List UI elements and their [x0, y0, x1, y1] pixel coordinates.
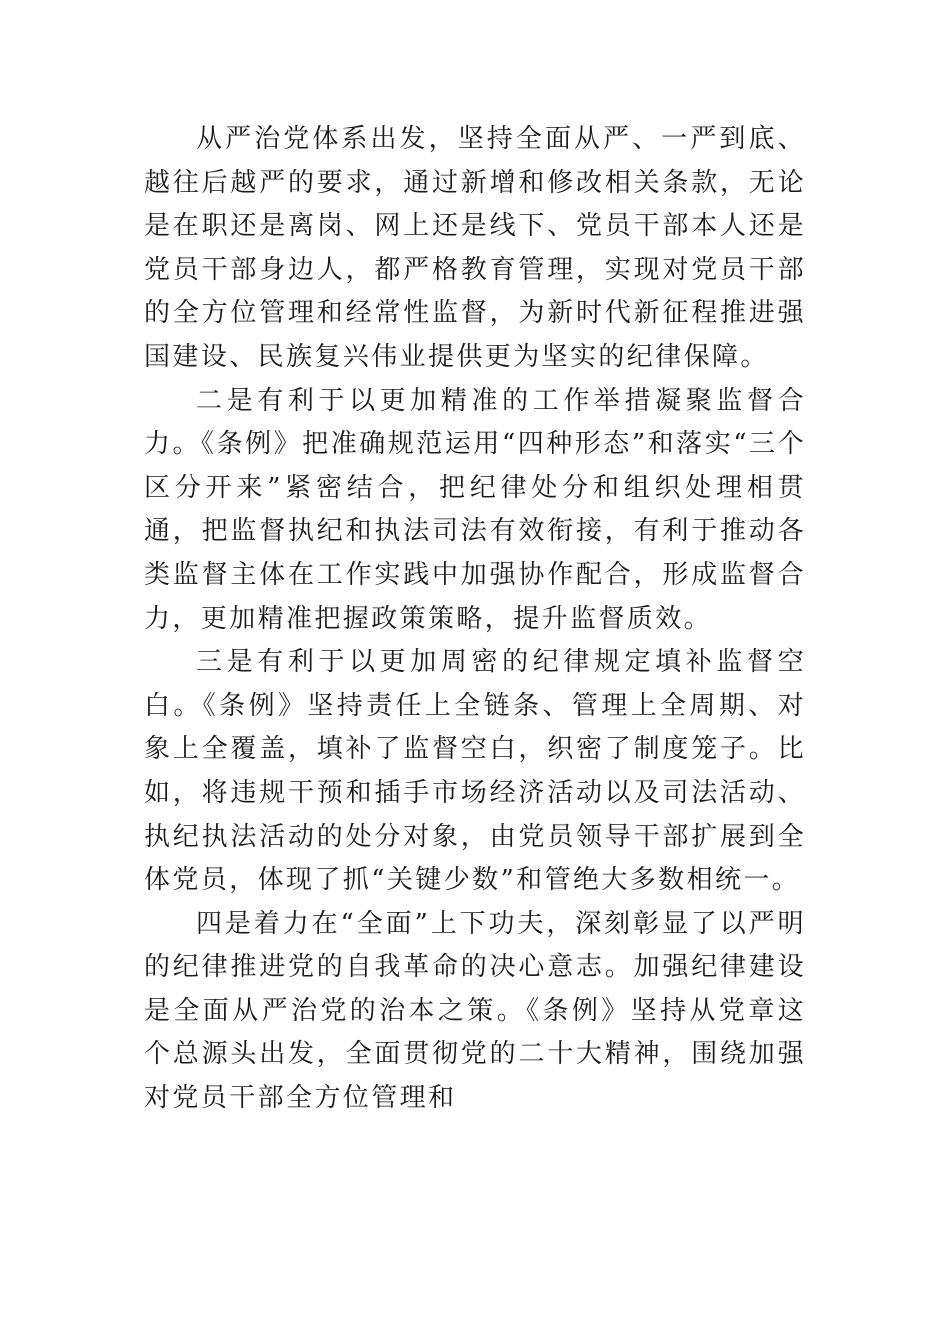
paragraph-3: 三是有利于以更加周密的纪律规定填补监督空白。《条例》坚持责任上全链条、管理上全周期、对象上全覆盖，填补了监督空白，织密了制度笼子。比如，将违规干预和插手市场经济活动以及司法活动、执纪执法活动的处分对象，由党员领导干部扩展到全体党员，体现了抓“关键少数”和管绝大多数相统一。 — [144, 647, 806, 896]
document-body — [144, 118, 806, 1121]
paragraph-4: 四是着力在“全面”上下功夫，深刻彰显了以严明的纪律推进党的自我革命的决心意志。加强纪律建设是全面从严治党的治本之策。《条例》坚持从党章这个总源头出发，全面贯彻党的二十大精神，围绕加强对党员干部全方位管理和 — [144, 908, 806, 1114]
paragraph-2: 二是有利于以更加精准的工作举措凝聚监督合力。《条例》把准确规范运用“四种形态”和落实“三个区分开来”紧密结合，把纪律处分和组织处理相贯通，把监督执纪和执法司法有效衔接，有利于推动各类监督主体在工作实践中加强协作配合，形成监督合力，更加精准把握政策策略，提升监督质效。 — [144, 385, 806, 634]
paragraph-1: 从严治党体系出发，坚持全面从严、一严到底、越往后越严的要求，通过新增和修改相关条款，无论是在职还是离岗、网上还是线下、党员干部本人还是党员干部身边人，都严格教育管理，实现对党员干部的全方位管理和经常性监督，为新时代新征程推进强国建设、民族复兴伟业提供更为坚实的纪律保障。 — [144, 124, 806, 372]
